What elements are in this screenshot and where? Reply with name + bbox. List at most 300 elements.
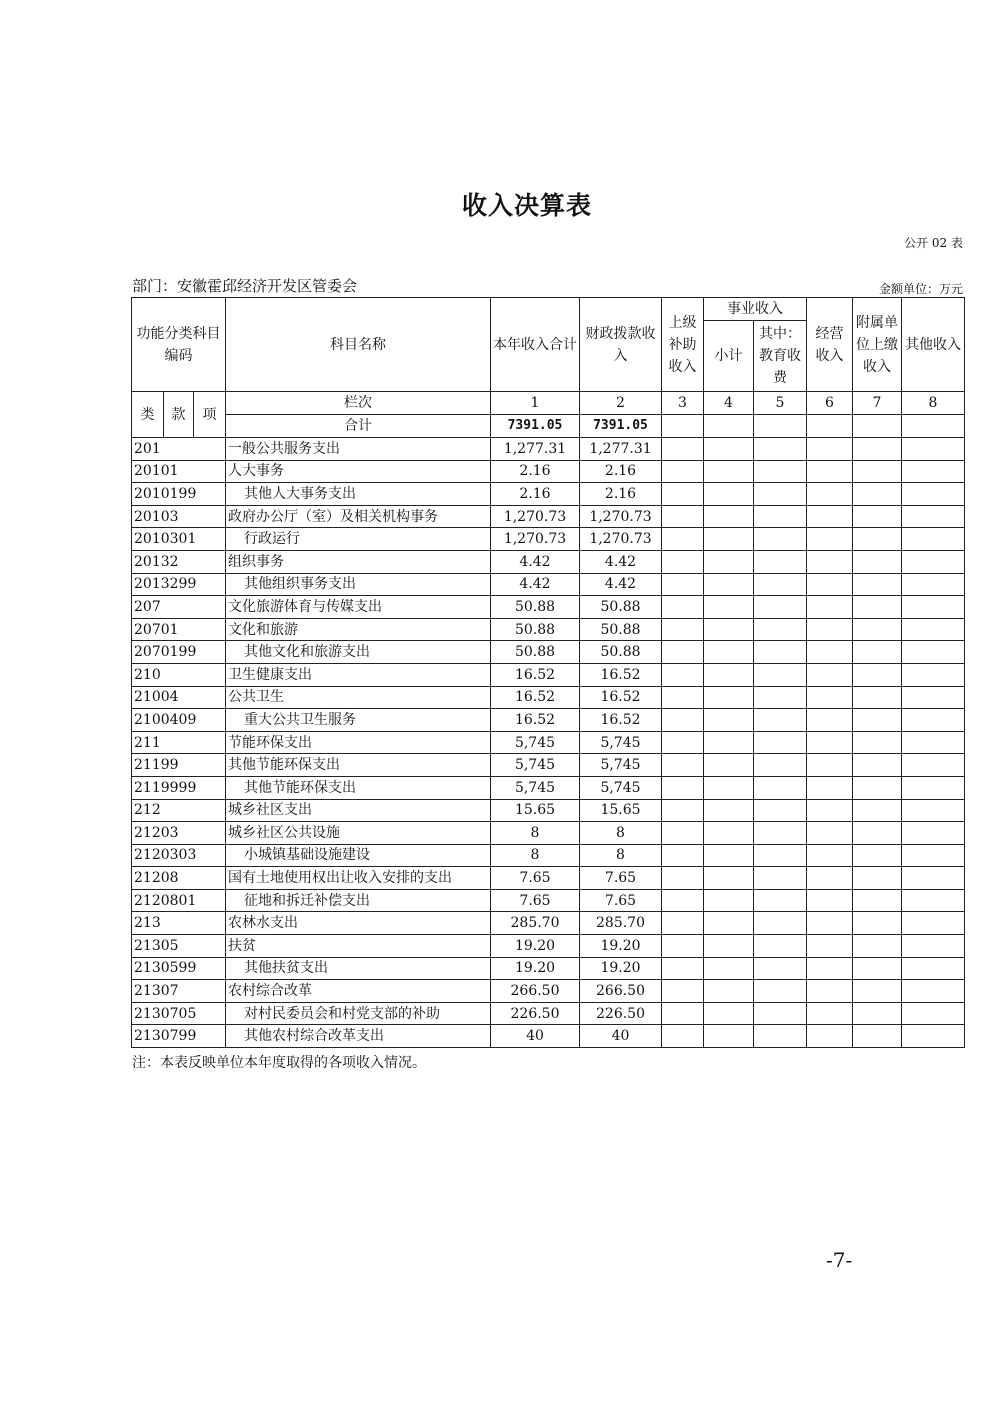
header-fiscal: 财政拨款收入 [580, 298, 662, 392]
table-row [132, 686, 965, 709]
row-fiscal: 1,270.73 [580, 505, 662, 528]
empty-cell [662, 460, 704, 483]
total-label: 合计 [226, 415, 491, 438]
empty-cell [902, 935, 965, 958]
empty-cell [853, 754, 902, 777]
row-name: 文化和旅游 [226, 618, 491, 641]
table-row [132, 754, 965, 777]
empty-cell [704, 822, 754, 845]
page-title: 收入决算表 [461, 191, 592, 220]
row-fiscal: 7.65 [580, 867, 662, 890]
empty-cell [902, 799, 965, 822]
table-row [132, 528, 965, 551]
empty-cell [853, 618, 902, 641]
empty-cell [902, 641, 965, 664]
empty-cell [662, 935, 704, 958]
empty-cell [704, 483, 754, 506]
empty-cell [853, 867, 902, 890]
row-code: 213 [132, 912, 226, 935]
department-label: 部门：安徽霍邱经济开发区管委会 [132, 277, 358, 295]
empty-cell [704, 686, 754, 709]
empty-cell [662, 889, 704, 912]
row-code: 2010199 [132, 483, 226, 506]
empty-cell [853, 460, 902, 483]
row-name: 小城镇基础设施建设 [226, 844, 491, 867]
row-total: 19.20 [491, 957, 580, 980]
table-note: 注：本表反映单位本年度取得的各项收入情况。 [132, 1055, 426, 1071]
empty-cell [902, 460, 965, 483]
empty-cell [704, 663, 754, 686]
row-fiscal: 50.88 [580, 596, 662, 619]
empty-cell [704, 709, 754, 732]
table-row [132, 460, 965, 483]
row-name: 卫生健康支出 [226, 663, 491, 686]
empty-cell [662, 686, 704, 709]
empty-cell [807, 528, 853, 551]
table-row [132, 618, 965, 641]
empty-cell [704, 754, 754, 777]
empty-cell [902, 686, 965, 709]
col-index: 1 [491, 392, 580, 415]
empty-cell [853, 528, 902, 551]
empty-cell [807, 483, 853, 506]
row-name: 其他组织事务支出 [226, 573, 491, 596]
row-total: 40 [491, 1025, 580, 1048]
row-total: 50.88 [491, 618, 580, 641]
row-fiscal: 8 [580, 822, 662, 845]
empty-cell [902, 596, 965, 619]
row-fiscal: 8 [580, 844, 662, 867]
row-fiscal: 2.16 [580, 460, 662, 483]
row-fiscal: 1,270.73 [580, 528, 662, 551]
empty-cell [807, 980, 853, 1003]
header-lei: 类 [132, 392, 164, 438]
empty-cell [902, 957, 965, 980]
row-total: 50.88 [491, 596, 580, 619]
row-code: 21305 [132, 935, 226, 958]
col-index: 3 [662, 392, 704, 415]
row-code: 21208 [132, 867, 226, 890]
row-name: 城乡社区公共设施 [226, 822, 491, 845]
row-code: 2120801 [132, 889, 226, 912]
empty-cell [754, 618, 807, 641]
empty-cell [902, 528, 965, 551]
row-code: 2130599 [132, 957, 226, 980]
row-name: 一般公共服务支出 [226, 438, 491, 461]
row-fiscal: 5,745 [580, 776, 662, 799]
empty-cell [754, 731, 807, 754]
header-name: 科目名称 [226, 298, 491, 392]
header-kuan: 款 [164, 392, 194, 438]
row-name: 政府办公厅（室）及相关机构事务 [226, 505, 491, 528]
empty-cell [807, 505, 853, 528]
row-name: 其他扶贫支出 [226, 957, 491, 980]
empty-cell [662, 596, 704, 619]
empty-cell [754, 980, 807, 1003]
total-fiscal: 7391.05 [580, 415, 662, 438]
empty-cell [704, 799, 754, 822]
empty-cell [807, 550, 853, 573]
empty-cell [853, 889, 902, 912]
total-income: 7391.05 [491, 415, 580, 438]
row-name: 组织事务 [226, 550, 491, 573]
row-fiscal: 50.88 [580, 641, 662, 664]
empty-cell [853, 912, 902, 935]
empty-cell [853, 980, 902, 1003]
page-number: -7- [826, 1248, 853, 1272]
empty-cell [902, 912, 965, 935]
empty-cell [754, 596, 807, 619]
empty-cell [853, 686, 902, 709]
empty-cell [902, 889, 965, 912]
empty-cell [662, 731, 704, 754]
empty-cell [662, 528, 704, 551]
empty-cell [807, 596, 853, 619]
empty-cell [853, 483, 902, 506]
empty-cell [662, 505, 704, 528]
row-total: 4.42 [491, 573, 580, 596]
empty-cell [807, 709, 853, 732]
empty-cell [807, 731, 853, 754]
table-row [132, 912, 965, 935]
empty-cell [754, 776, 807, 799]
row-code: 211 [132, 731, 226, 754]
row-total: 5,745 [491, 731, 580, 754]
row-total: 15.65 [491, 799, 580, 822]
empty-cell [704, 912, 754, 935]
table-row [132, 867, 965, 890]
row-name: 农村综合改革 [226, 980, 491, 1003]
row-fiscal: 7.65 [580, 889, 662, 912]
row-code: 2010301 [132, 528, 226, 551]
empty-cell [853, 641, 902, 664]
empty-cell [807, 460, 853, 483]
empty-cell [704, 618, 754, 641]
empty-cell [853, 573, 902, 596]
table-row [132, 438, 965, 461]
row-code: 20701 [132, 618, 226, 641]
row-fiscal: 16.52 [580, 686, 662, 709]
row-name: 征地和拆迁补偿支出 [226, 889, 491, 912]
empty-cell [754, 550, 807, 573]
table-row [132, 776, 965, 799]
row-fiscal: 40 [580, 1025, 662, 1048]
empty-cell [807, 754, 853, 777]
empty-cell [662, 776, 704, 799]
amount-unit-label: 金额单位：万元 [878, 282, 963, 296]
row-code: 2130799 [132, 1025, 226, 1048]
col-index: 5 [754, 392, 807, 415]
empty-cell [807, 957, 853, 980]
empty-cell [807, 776, 853, 799]
empty-cell [704, 1002, 754, 1025]
header-affiliated: 附属单位上缴收入 [853, 298, 902, 392]
empty-cell [807, 641, 853, 664]
empty-cell [902, 980, 965, 1003]
row-code: 2100409 [132, 709, 226, 732]
empty-cell [853, 663, 902, 686]
empty-cell [704, 935, 754, 958]
empty-cell [662, 912, 704, 935]
row-fiscal: 19.20 [580, 957, 662, 980]
empty-cell [754, 483, 807, 506]
empty-cell [754, 663, 807, 686]
row-code: 2119999 [132, 776, 226, 799]
row-code: 2120303 [132, 844, 226, 867]
empty-cell [704, 957, 754, 980]
row-total: 5,745 [491, 754, 580, 777]
empty-cell [704, 460, 754, 483]
row-total: 5,745 [491, 776, 580, 799]
row-total: 4.42 [491, 550, 580, 573]
empty-cell [754, 505, 807, 528]
row-name: 对村民委员会和村党支部的补助 [226, 1002, 491, 1025]
empty-cell [853, 957, 902, 980]
row-code: 212 [132, 799, 226, 822]
empty-cell [853, 799, 902, 822]
header-education: 其中：教育收费 [754, 321, 807, 392]
empty-cell [902, 618, 965, 641]
row-name: 文化旅游体育与传媒支出 [226, 596, 491, 619]
row-code: 21203 [132, 822, 226, 845]
empty-cell [853, 1025, 902, 1048]
header-operating: 经营收入 [807, 298, 853, 392]
empty-cell [754, 844, 807, 867]
empty-cell [807, 618, 853, 641]
empty-cell [704, 844, 754, 867]
row-name: 其他文化和旅游支出 [226, 641, 491, 664]
empty-cell [754, 641, 807, 664]
header-code: 功能分类科目编码 [132, 298, 226, 392]
row-total: 16.52 [491, 709, 580, 732]
empty-cell [754, 754, 807, 777]
empty-cell [853, 844, 902, 867]
empty-cell [704, 573, 754, 596]
empty-cell [853, 776, 902, 799]
empty-cell [662, 709, 704, 732]
empty-cell [807, 867, 853, 890]
col-index-label: 栏次 [226, 392, 491, 415]
empty-cell [902, 663, 965, 686]
row-name: 公共卫生 [226, 686, 491, 709]
empty-cell [902, 867, 965, 890]
row-fiscal: 2.16 [580, 483, 662, 506]
empty-cell [853, 935, 902, 958]
row-total: 7.65 [491, 867, 580, 890]
empty-cell [902, 550, 965, 573]
row-total: 8 [491, 844, 580, 867]
row-fiscal: 1,277.31 [580, 438, 662, 461]
table-row [132, 844, 965, 867]
empty-cell [902, 1025, 965, 1048]
row-name: 其他农村综合改革支出 [226, 1025, 491, 1048]
empty-cell [902, 483, 965, 506]
empty-cell [807, 1002, 853, 1025]
empty-cell [807, 686, 853, 709]
row-name: 其他节能环保支出 [226, 776, 491, 799]
row-fiscal: 4.42 [580, 550, 662, 573]
empty-cell [754, 709, 807, 732]
empty-cell [662, 573, 704, 596]
empty-cell [853, 505, 902, 528]
empty-cell [853, 550, 902, 573]
row-total: 2.16 [491, 460, 580, 483]
col-index: 7 [853, 392, 902, 415]
row-code: 21004 [132, 686, 226, 709]
empty-cell [754, 799, 807, 822]
row-fiscal: 50.88 [580, 618, 662, 641]
row-total: 50.88 [491, 641, 580, 664]
empty-cell [662, 618, 704, 641]
empty-cell [662, 980, 704, 1003]
empty-cell [853, 438, 902, 461]
empty-cell [662, 483, 704, 506]
header-xiang: 项 [194, 392, 226, 438]
row-fiscal: 285.70 [580, 912, 662, 935]
row-fiscal: 19.20 [580, 935, 662, 958]
table-row [132, 935, 965, 958]
empty-cell [662, 641, 704, 664]
table-row [132, 483, 965, 506]
row-total: 2.16 [491, 483, 580, 506]
empty-cell [704, 550, 754, 573]
empty-cell [807, 889, 853, 912]
empty-cell [902, 505, 965, 528]
row-code: 2130705 [132, 1002, 226, 1025]
row-code: 207 [132, 596, 226, 619]
table-row [132, 596, 965, 619]
empty-cell [902, 573, 965, 596]
empty-cell [853, 731, 902, 754]
empty-cell [853, 596, 902, 619]
row-fiscal: 16.52 [580, 663, 662, 686]
empty-cell [704, 528, 754, 551]
row-fiscal: 266.50 [580, 980, 662, 1003]
table-row [132, 663, 965, 686]
row-total: 16.52 [491, 686, 580, 709]
empty-cell [662, 957, 704, 980]
empty-cell [807, 844, 853, 867]
empty-cell [754, 438, 807, 461]
row-total: 1,270.73 [491, 528, 580, 551]
row-code: 21199 [132, 754, 226, 777]
empty-cell [902, 709, 965, 732]
empty-cell [704, 731, 754, 754]
row-fiscal: 4.42 [580, 573, 662, 596]
row-total: 1,270.73 [491, 505, 580, 528]
empty-cell [754, 957, 807, 980]
table-row [132, 550, 965, 573]
header-total: 本年收入合计 [491, 298, 580, 392]
table-row [132, 799, 965, 822]
empty-cell [807, 822, 853, 845]
empty-cell [754, 889, 807, 912]
empty-cell [902, 1002, 965, 1025]
row-total: 226.50 [491, 1002, 580, 1025]
empty-cell [754, 912, 807, 935]
row-name: 人大事务 [226, 460, 491, 483]
empty-cell [853, 709, 902, 732]
row-fiscal: 16.52 [580, 709, 662, 732]
empty-cell [704, 438, 754, 461]
col-index: 6 [807, 392, 853, 415]
empty-cell [662, 438, 704, 461]
empty-cell [902, 438, 965, 461]
col-index: 2 [580, 392, 662, 415]
empty-cell [704, 505, 754, 528]
empty-cell [754, 1002, 807, 1025]
empty-cell [704, 889, 754, 912]
table-row [132, 980, 965, 1003]
empty-cell [662, 1025, 704, 1048]
empty-cell [807, 1025, 853, 1048]
row-total: 19.20 [491, 935, 580, 958]
table-row [132, 1002, 965, 1025]
empty-cell [704, 867, 754, 890]
empty-cell [853, 1002, 902, 1025]
row-total: 16.52 [491, 663, 580, 686]
empty-cell [807, 573, 853, 596]
row-code: 21307 [132, 980, 226, 1003]
empty-cell [662, 663, 704, 686]
row-name: 其他节能环保支出 [226, 754, 491, 777]
table-row [132, 709, 965, 732]
table-row [132, 889, 965, 912]
table-row [132, 1025, 965, 1048]
row-name: 城乡社区支出 [226, 799, 491, 822]
row-name: 扶贫 [226, 935, 491, 958]
row-fiscal: 226.50 [580, 1002, 662, 1025]
empty-cell [807, 799, 853, 822]
table-row [132, 505, 965, 528]
table-row [132, 731, 965, 754]
header-subtotal: 小计 [704, 321, 754, 392]
row-name: 国有土地使用权出让收入安排的支出 [226, 867, 491, 890]
empty-cell [754, 1025, 807, 1048]
table-row [132, 957, 965, 980]
empty-cell [902, 754, 965, 777]
empty-cell [754, 460, 807, 483]
row-total: 285.70 [491, 912, 580, 935]
income-final-accounts-table [131, 297, 965, 1048]
empty-cell [807, 663, 853, 686]
empty-cell [754, 822, 807, 845]
row-total: 8 [491, 822, 580, 845]
empty-cell [902, 822, 965, 845]
empty-cell [662, 844, 704, 867]
empty-cell [754, 573, 807, 596]
empty-cell [704, 776, 754, 799]
row-name: 重大公共卫生服务 [226, 709, 491, 732]
header-upper: 上级补助收入 [662, 298, 704, 392]
header-other: 其他收入 [902, 298, 965, 392]
table-body [132, 438, 965, 1048]
empty-cell [662, 822, 704, 845]
empty-cell [704, 1025, 754, 1048]
col-index: 4 [704, 392, 754, 415]
row-code: 210 [132, 663, 226, 686]
empty-cell [662, 550, 704, 573]
row-total: 7.65 [491, 889, 580, 912]
row-name: 其他人大事务支出 [226, 483, 491, 506]
empty-cell [662, 799, 704, 822]
empty-cell [754, 528, 807, 551]
empty-cell [902, 776, 965, 799]
empty-cell [754, 686, 807, 709]
row-code: 201 [132, 438, 226, 461]
row-name: 节能环保支出 [226, 731, 491, 754]
table-row [132, 573, 965, 596]
